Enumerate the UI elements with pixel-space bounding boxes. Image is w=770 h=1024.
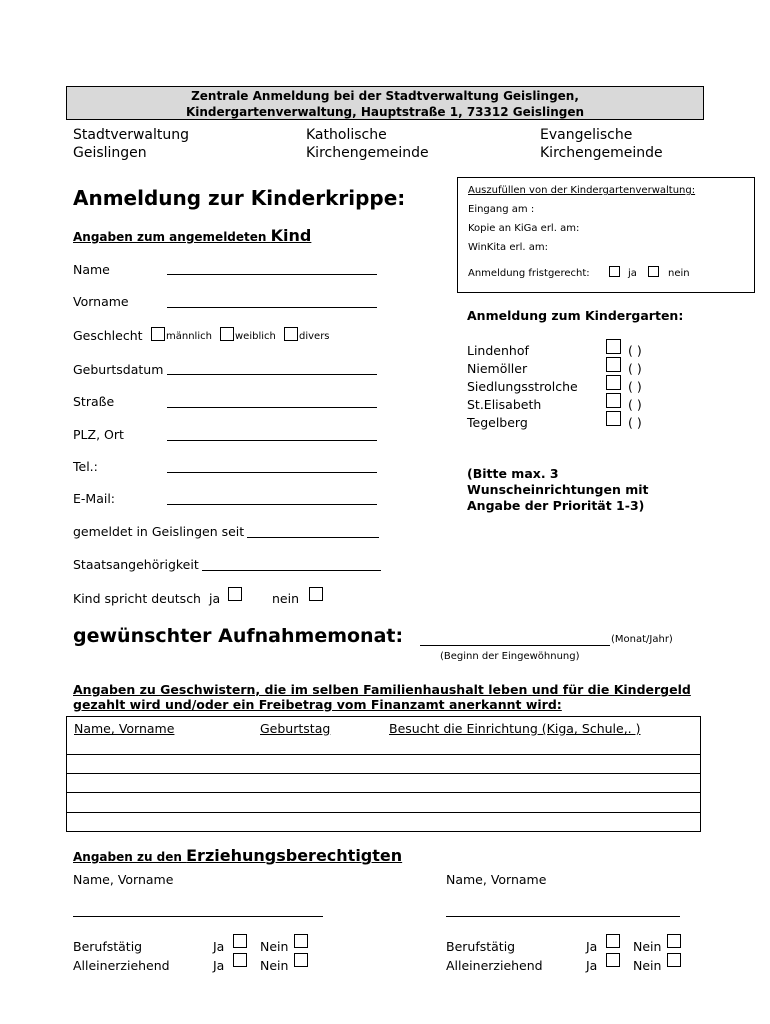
guardian1-name-label: Name, Vorname <box>73 872 174 887</box>
checkbox-fristgerecht-nein[interactable] <box>648 266 659 277</box>
kiga-option-siedlungsstrolche: Siedlungsstrolche <box>467 379 578 394</box>
strasse-field[interactable] <box>167 407 377 408</box>
child-section-heading: Angaben zum angemeldeten Kind <box>73 226 312 245</box>
priority-niemoeller: ( ) <box>628 361 642 376</box>
guardian2-berufstaetig-ja: Ja <box>586 939 598 954</box>
checkbox-divers[interactable] <box>284 327 298 341</box>
guardian2-name-field[interactable] <box>446 916 680 917</box>
checkbox-guardian2-alleinerziehend-ja[interactable] <box>606 953 620 967</box>
tel-label: Tel.: <box>73 459 98 474</box>
checkbox-siedlungsstrolche[interactable] <box>606 375 621 390</box>
name-field[interactable] <box>167 274 377 275</box>
priority-tegelberg: ( ) <box>628 415 642 430</box>
checkbox-deutsch-ja[interactable] <box>228 587 242 601</box>
checkbox-guardian1-berufstaetig-nein[interactable] <box>294 934 308 948</box>
priority-st-elisabeth: ( ) <box>628 397 642 412</box>
admin-ja-label: ja <box>628 268 637 279</box>
month-hint: (Beginn der Eingewöhnung) <box>440 651 580 662</box>
admin-nein-label: nein <box>668 268 690 279</box>
admin-fristgerecht: Anmeldung fristgerecht: <box>468 268 590 279</box>
gender-label-maennlich: männlich <box>166 331 212 342</box>
institution-evangelisch: Evangelische Kirchengemeinde <box>540 127 663 161</box>
guardian2-berufstaetig-label: Berufstätig <box>446 939 516 954</box>
checkbox-tegelberg[interactable] <box>606 411 621 426</box>
checkbox-lindenhof[interactable] <box>606 339 621 354</box>
checkbox-guardian2-berufstaetig-ja[interactable] <box>606 934 620 948</box>
guardian1-alleinerziehend-ja: Ja <box>213 958 225 973</box>
month-title: gewünschter Aufnahmemonat: <box>73 625 404 647</box>
header-line-1: Zentrale Anmeldung bei der Stadtverwaltung Geislingen, <box>191 89 579 103</box>
month-unit: (Monat/Jahr) <box>611 634 673 645</box>
checkbox-niemoeller[interactable] <box>606 357 621 372</box>
geburtsdatum-field[interactable] <box>167 374 377 375</box>
priority-lindenhof: ( ) <box>628 343 642 358</box>
gemeldet-field[interactable] <box>247 537 379 538</box>
checkbox-guardian1-alleinerziehend-nein[interactable] <box>294 953 308 967</box>
guardian2-alleinerziehend-label: Alleinerziehend <box>446 958 543 973</box>
guardian2-alleinerziehend-ja: Ja <box>586 958 598 973</box>
guardian1-name-field[interactable] <box>73 916 323 917</box>
deutsch-label: Kind spricht deutsch <box>73 591 201 606</box>
page-title: Anmeldung zur Kinderkrippe: <box>73 186 406 210</box>
admin-box-title: Auszufüllen von der Kindergartenverwaltung: <box>468 185 696 196</box>
header-line-2: Kindergartenverwaltung, Hauptstraße 1, 73312 Geislingen <box>185 105 585 119</box>
siblings-table <box>66 716 701 832</box>
geschlecht-label: Geschlecht <box>73 328 143 343</box>
priority-siedlungsstrolche: ( ) <box>628 379 642 394</box>
kiga-option-lindenhof: Lindenhof <box>467 343 529 358</box>
kindergarten-heading: Anmeldung zum Kindergarten: <box>467 308 684 323</box>
table-row[interactable] <box>67 773 700 774</box>
guardian2-berufstaetig-nein: Nein <box>633 939 662 954</box>
checkbox-st-elisabeth[interactable] <box>606 393 621 408</box>
gender-label-divers: divers <box>299 331 330 342</box>
plz-ort-label: PLZ, Ort <box>73 427 124 442</box>
checkbox-guardian2-berufstaetig-nein[interactable] <box>667 934 681 948</box>
kindergarten-note: (Bitte max. 3 Wunscheinrichtungen mit Angabe der Priorität 1-3) <box>467 466 649 513</box>
kiga-option-tegelberg: Tegelberg <box>467 415 528 430</box>
table-row[interactable] <box>67 754 700 755</box>
name-label: Name <box>73 262 110 277</box>
month-field[interactable] <box>420 645 610 646</box>
admin-box <box>457 177 755 293</box>
siblings-heading: Angaben zu Geschwistern, die im selben Familienhaushalt leben und für die Kindergeld gezahlt wird und/oder ein Freibetrag vom Finanzamt anerkannt wird: <box>73 682 691 712</box>
deutsch-ja-label: ja <box>209 591 221 606</box>
institution-katholisch: Katholische Kirchengemeinde <box>306 127 429 161</box>
institution-stadtverwaltung: Stadtverwaltung Geislingen <box>73 127 190 161</box>
checkbox-maennlich[interactable] <box>151 327 165 341</box>
tel-field[interactable] <box>167 472 377 473</box>
email-label: E-Mail: <box>73 491 116 506</box>
kiga-option-st-elisabeth: St.Elisabeth <box>467 397 542 412</box>
vorname-label: Vorname <box>73 294 129 309</box>
checkbox-weiblich[interactable] <box>220 327 234 341</box>
checkbox-guardian1-alleinerziehend-ja[interactable] <box>233 953 247 967</box>
gender-label-weiblich: weiblich <box>235 331 276 342</box>
kiga-option-niemoeller: Niemöller <box>467 361 528 376</box>
guardian2-name-label: Name, Vorname <box>446 872 547 887</box>
table-row[interactable] <box>67 812 700 813</box>
admin-kopie: Kopie an KiGa erl. am: <box>468 223 580 234</box>
plz-ort-field[interactable] <box>167 440 377 441</box>
gemeldet-label: gemeldet in Geislingen seit <box>73 524 245 539</box>
staatsangehoerigkeit-label: Staatsangehörigkeit <box>73 557 199 572</box>
strasse-label: Straße <box>73 394 115 409</box>
col-geburtstag: Geburtstag <box>260 721 331 736</box>
checkbox-deutsch-nein[interactable] <box>309 587 323 601</box>
vorname-field[interactable] <box>167 307 377 308</box>
guardian1-alleinerziehend-label: Alleinerziehend <box>73 958 170 973</box>
col-einrichtung: Besucht die Einrichtung (Kiga, Schule,. ) <box>389 721 641 736</box>
checkbox-guardian1-berufstaetig-ja[interactable] <box>233 934 247 948</box>
checkbox-fristgerecht-ja[interactable] <box>609 266 620 277</box>
checkbox-guardian2-alleinerziehend-nein[interactable] <box>667 953 681 967</box>
guardian1-berufstaetig-ja: Ja <box>213 939 225 954</box>
header-box <box>66 86 704 120</box>
col-name-vorname: Name, Vorname <box>74 721 175 736</box>
email-field[interactable] <box>167 504 377 505</box>
guardians-heading: Angaben zu den Erziehungsberechtigten <box>73 846 403 865</box>
staatsangehoerigkeit-field[interactable] <box>202 570 381 571</box>
guardian1-berufstaetig-nein: Nein <box>260 939 289 954</box>
table-row[interactable] <box>67 792 700 793</box>
guardian1-alleinerziehend-nein: Nein <box>260 958 289 973</box>
guardian1-berufstaetig-label: Berufstätig <box>73 939 143 954</box>
admin-eingang: Eingang am : <box>468 204 535 215</box>
deutsch-nein-label: nein <box>272 591 300 606</box>
guardian2-alleinerziehend-nein: Nein <box>633 958 662 973</box>
admin-winkita: WinKita erl. am: <box>468 242 548 253</box>
geburtsdatum-label: Geburtsdatum <box>73 362 164 377</box>
